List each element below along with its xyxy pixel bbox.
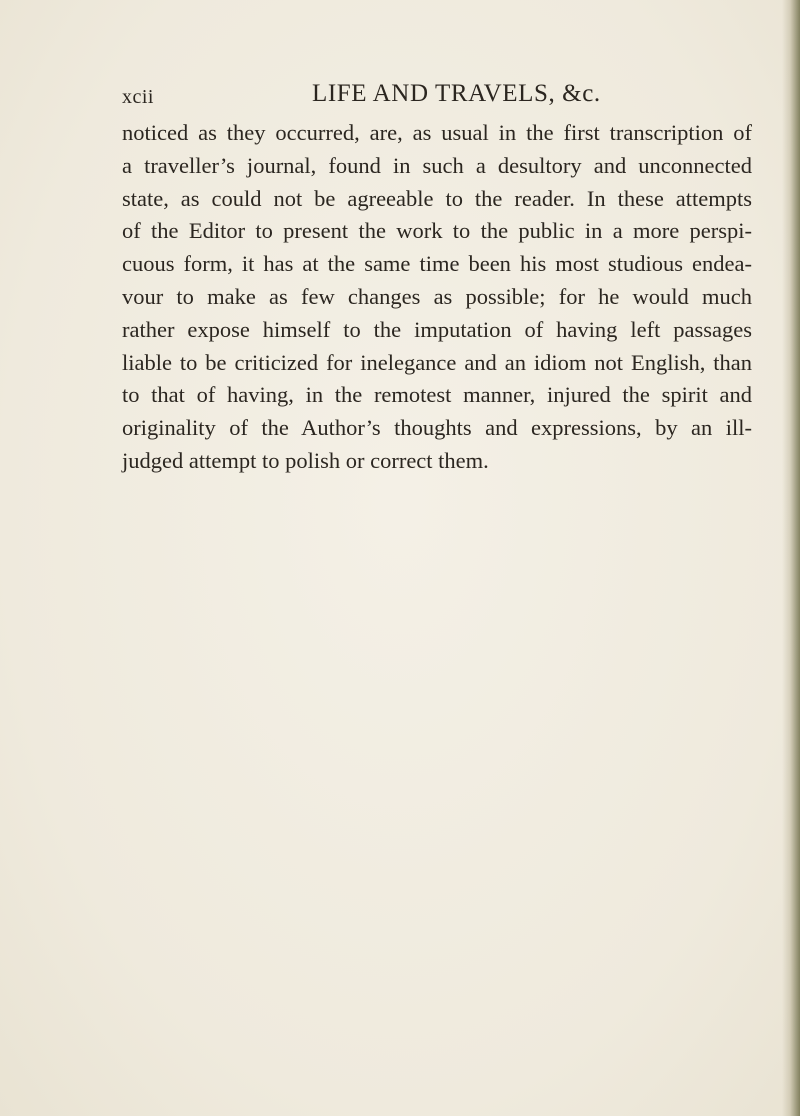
text-line: a traveller’s journal, found in such a desultory and unconnected [122,152,752,178]
page-header [122,80,707,114]
text-line: to that of having, in the remotest manner, injured the spirit and [122,382,752,408]
text-line: rather expose himself to the imputation of having left passages [122,316,752,342]
text-line: of the Editor to present the work to the public in a more perspi- [122,218,752,244]
text-line: noticed as they occurred, are, as usual in the first transcription of [122,120,752,145]
text-line: vour to make as few changes as possible; for he would much [122,283,752,309]
text-line: liable to be criticized for inelegance and an idiom not English, than [122,349,752,375]
text-line: originality of the Author’s thoughts and expressions, by an ill- [122,415,752,441]
text-line: state, as could not be agreeable to the reader. In these attempts [122,185,752,211]
page-edge-shadow [782,0,800,1116]
text-line: judged attempt to polish or correct them. [122,447,489,473]
running-title: LIFE AND TRAVELS, &c. [312,80,601,107]
body-paragraph [122,117,752,478]
text-line: cuous form, it has at the same time been his most studious endea- [122,251,752,277]
page-number: xcii [122,86,154,108]
